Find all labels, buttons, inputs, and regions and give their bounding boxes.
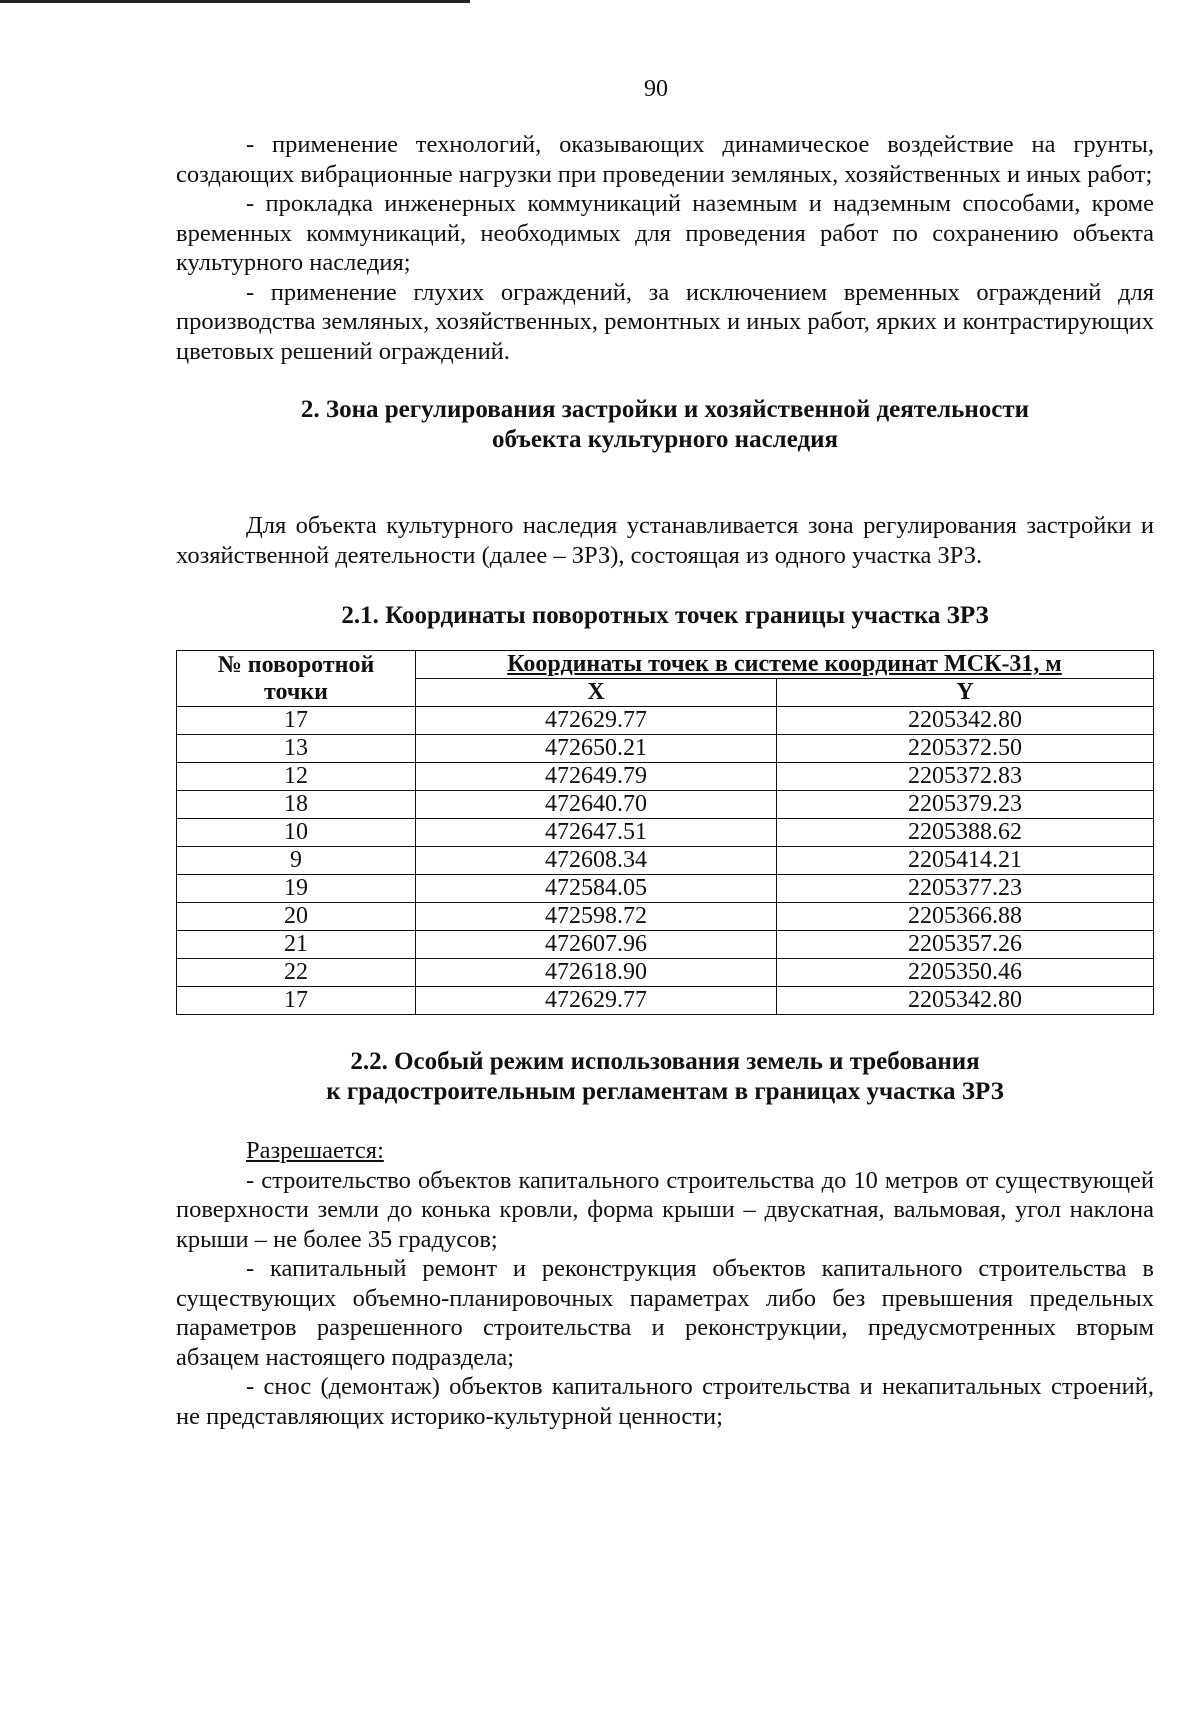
header-coords: Координаты точек в системе координат МСК-31, м [416, 651, 1154, 679]
section-2-title-line-1: 2. Зона регулирования застройки и хозяйственной деятельности [300, 396, 1030, 423]
cell-point: 20 [177, 903, 416, 931]
allowed-item-1: - строительство объектов капитального строительства до 10 метров от существующей поверхности земли до конька кровли, форма крыши – двускатная, вальмовая, угол наклона крыши – не более 35 градусов; [176, 1166, 1154, 1253]
table-row [177, 791, 1154, 819]
cell-y: 2205372.50 [777, 735, 1154, 763]
cell-x: 472629.77 [416, 707, 777, 735]
table-row [177, 735, 1154, 763]
table-row [177, 707, 1154, 735]
table-header-row [177, 651, 1154, 679]
header-point-line-2: точки [263, 678, 329, 705]
cell-y: 2205342.80 [777, 707, 1154, 735]
coordinates-table [176, 650, 1154, 1015]
section-2-2-title-line-2: к градостроительным регламентам в границах участка ЗРЗ [326, 1078, 1004, 1105]
section-2-intro: Для объекта культурного наследия устанавливается зона регулирования застройки и хозяйственной деятельности (далее – ЗРЗ), состоящая из одного участка ЗРЗ. [176, 512, 1154, 569]
cell-point: 21 [177, 931, 416, 959]
cell-x: 472647.51 [416, 819, 777, 847]
cell-point: 18 [177, 791, 416, 819]
section-2-1-heading [176, 601, 1154, 631]
cell-point: 12 [177, 763, 416, 791]
cell-point: 19 [177, 875, 416, 903]
cell-point: 17 [177, 987, 416, 1015]
cell-y: 2205414.21 [777, 847, 1154, 875]
table-row [177, 931, 1154, 959]
section-2-2-title-line-1: 2.2. Особый режим использования земель и требования [350, 1048, 980, 1075]
header-x: X [416, 679, 777, 707]
cell-point: 13 [177, 735, 416, 763]
restriction-item-3: - применение глухих ограждений, за исключением временных ограждений для производства земляных, хозяйственных, ремонтных и иных работ, ярких и контрастирующих цветовых решений ограждений. [176, 278, 1154, 365]
cell-y: 2205388.62 [777, 819, 1154, 847]
cell-y: 2205366.88 [777, 903, 1154, 931]
allowed-label-paragraph [176, 1136, 1154, 1166]
cell-y: 2205350.46 [777, 959, 1154, 987]
restriction-item-2: - прокладка инженерных коммуникаций наземным и надземным способами, кроме временных коммуникаций, необходимых для проведения работ по сохранению объекта культурного наследия; [176, 190, 1154, 276]
cell-x: 472649.79 [416, 763, 777, 791]
cell-x: 472640.70 [416, 791, 777, 819]
header-point-line-1: № поворотной [217, 651, 375, 678]
cell-x: 472598.72 [416, 903, 777, 931]
cell-y: 2205377.23 [777, 875, 1154, 903]
cell-x: 472608.34 [416, 847, 777, 875]
section-2-heading [176, 395, 1154, 455]
cell-point: 9 [177, 847, 416, 875]
restriction-item-1: - применение технологий, оказывающих динамическое воздействие на грунты, создающих вибрационные нагрузки при проведении земляных, хозяйственных и иных работ; [176, 131, 1154, 188]
cell-x: 472618.90 [416, 959, 777, 987]
allowed-item-3: - снос (демонтаж) объектов капитального строительства и некапитальных строений, не представляющих историко-культурной ценности; [176, 1373, 1154, 1430]
table-row [177, 903, 1154, 931]
table-row [177, 875, 1154, 903]
section-2-1-title: 2.1. Координаты поворотных точек границы участка ЗРЗ [341, 602, 989, 629]
section-2-title-line-2: объекта культурного наследия [491, 426, 839, 453]
section-2-2-heading [176, 1047, 1154, 1107]
scan-edge-mark [0, 0, 470, 3]
cell-point: 17 [177, 707, 416, 735]
table-row [177, 763, 1154, 791]
table-row [177, 819, 1154, 847]
cell-y: 2205379.23 [777, 791, 1154, 819]
cell-x: 472629.77 [416, 987, 777, 1015]
cell-x: 472607.96 [416, 931, 777, 959]
allowed-label: Разрешается: [246, 1137, 384, 1164]
table-row [177, 987, 1154, 1015]
header-point [177, 651, 416, 707]
cell-y: 2205357.26 [777, 931, 1154, 959]
header-y: Y [777, 679, 1154, 707]
cell-x: 472584.05 [416, 875, 777, 903]
allowed-item-2: - капитальный ремонт и реконструкция объектов капитального строительства в существующих объемно-планировочных параметрах либо без превышения предельных параметров разрешенного строительства и реконструкции, предусмотренных вторым абзацем настоящего подраздела; [176, 1255, 1154, 1371]
document-body [176, 130, 1154, 1431]
page-number: 90 [644, 76, 668, 102]
cell-x: 472650.21 [416, 735, 777, 763]
cell-point: 22 [177, 959, 416, 987]
table-body [177, 707, 1154, 1015]
table-row [177, 959, 1154, 987]
cell-point: 10 [177, 819, 416, 847]
table-row [177, 847, 1154, 875]
cell-y: 2205342.80 [777, 987, 1154, 1015]
cell-y: 2205372.83 [777, 763, 1154, 791]
